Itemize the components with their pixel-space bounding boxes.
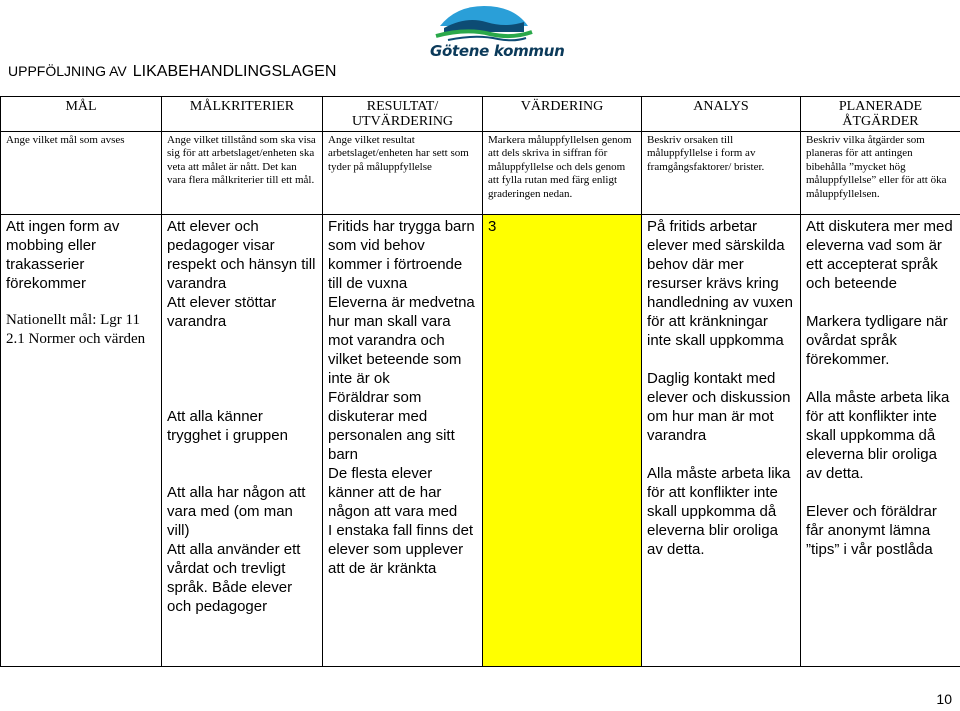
col-header-malkriterier: MÅLKRITERIER (162, 97, 323, 132)
resultat-item: Föräldrar som diskuterar med personalen ang sitt barn (328, 389, 455, 463)
cell-vardering (483, 215, 642, 667)
mal-norms: 2.1 Normer och värden (6, 331, 146, 347)
planerade-item: Att diskutera mer med eleverna vad som är ett accepterat språk och beteende (806, 218, 953, 292)
cell-malkriterier (162, 215, 323, 667)
municipality-logo (426, 2, 565, 64)
resultat-item: Eleverna är medvetna hur man skall vara mot varandra och vilket beteende som inte är ok (328, 294, 475, 387)
col-header-vardering: VÄRDERING (483, 97, 642, 132)
mal-national: Nationellt mål: Lgr 11 (6, 312, 140, 328)
page-number: 10 (936, 691, 952, 707)
desc-analys: Beskriv orsaken till måluppfyllelse i form av framgångsfaktorer/ brister. (642, 132, 801, 215)
cell-resultat (323, 215, 483, 667)
logo-emblem-icon (426, 2, 542, 42)
kriterium-item: Att alla känner trygghet i gruppen (167, 408, 288, 444)
title-small: UPPFÖLJNING AV (8, 63, 127, 79)
col-header-analys: ANALYS (642, 97, 801, 132)
planerade-item: Markera tydligare när ovårdat språk förekommer. (806, 313, 948, 368)
vardering-value: 3 (488, 218, 497, 235)
kriterium-item: Att alla använder ett vårdat och trevligt språk. Både elever och pedagoger (167, 541, 301, 615)
kriterium-item: Att elever stöttar varandra (167, 294, 277, 330)
cell-planerade (801, 215, 960, 667)
header-row (1, 97, 960, 132)
col-header-planerade: PLANERADE ÅTGÄRDER (801, 97, 960, 132)
planerade-item: Elever och föräldrar får anonymt lämna ”tips” i vår postlåda (806, 503, 937, 558)
planerade-item: Alla måste arbeta lika för att konflikter inte skall uppkomma då eleverna blir oroliga av detta. (806, 389, 950, 482)
analys-item: Daglig kontakt med elever och diskussion om hur man är mot varandra (647, 370, 791, 444)
logo-text: Götene kommun (430, 42, 565, 60)
content-row (1, 215, 960, 667)
desc-mal: Ange vilket mål som avses (1, 132, 162, 215)
resultat-item: Fritids har trygga barn som vid behov kommer i förtroende till de vuxna (328, 218, 475, 292)
title-big: LIKABEHANDLINGSLAGEN (132, 63, 337, 80)
document-title (8, 63, 336, 81)
resultat-item: I enstaka fall finns det elever som upplever att de är kränkta (328, 522, 474, 577)
resultat-item: De flesta elever känner att de har någon att vara med (328, 465, 458, 520)
evaluation-table (0, 96, 960, 667)
cell-mal (1, 215, 162, 667)
mal-text: Att ingen form av mobbing eller trakasserier förekommer (6, 218, 120, 292)
desc-malkriterier: Ange vilket tillstånd som ska visa sig för att arbetslaget/enheten ska veta att målet är nått. Det kan vara flera målkriterier till ett mål. (162, 132, 323, 215)
col-header-resultat: RESULTAT/ UTVÄRDERING (323, 97, 483, 132)
description-row (1, 132, 960, 215)
kriterium-item: Att alla har någon att vara med (om man vill) (167, 484, 306, 539)
kriterium-item: Att elever och pedagoger visar respekt och hänsyn till varandra (167, 218, 316, 292)
analys-item: Alla måste arbeta lika för att konflikter inte skall uppkomma då eleverna blir oroliga av detta. (647, 465, 791, 558)
cell-analys (642, 215, 801, 667)
desc-vardering: Markera måluppfyllelsen genom att dels skriva in siffran för måluppfyllelse och dels genom att fylla rutan med färg enligt graderingen nedan. (483, 132, 642, 215)
analys-item: På fritids arbetar elever med särskilda behov där mer resurser krävs kring handledning av vuxen för att kränkningar inte skall uppkomma (647, 218, 793, 349)
desc-planerade: Beskriv vilka åtgärder som planeras för att antingen bibehålla ”mycket hög måluppfyllelse” eller för att öka måluppfyllelsen. (801, 132, 960, 215)
desc-resultat: Ange vilket resultat arbetslaget/enheten har sett som tyder på måluppfyllelse (323, 132, 483, 215)
col-header-mal: MÅL (1, 97, 162, 132)
